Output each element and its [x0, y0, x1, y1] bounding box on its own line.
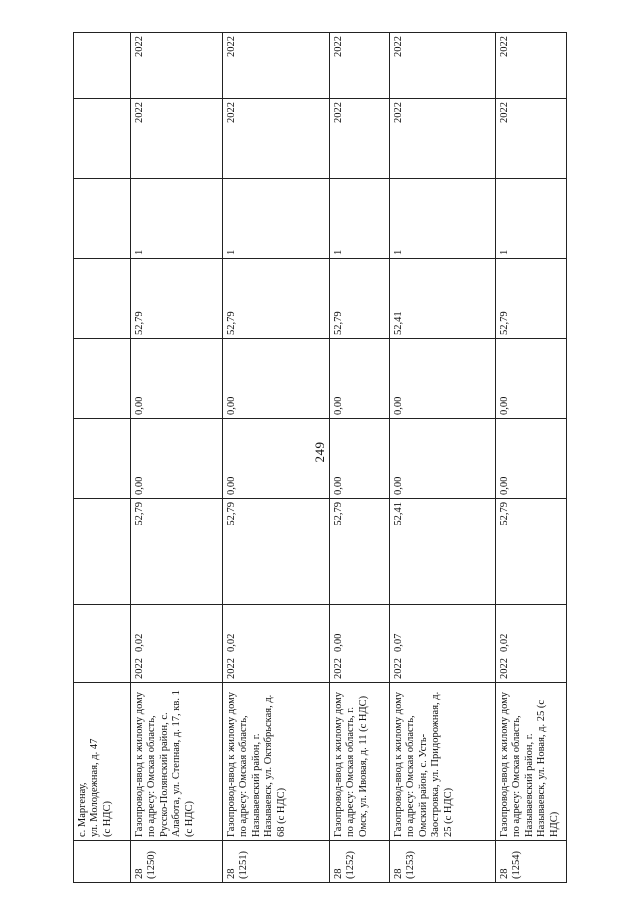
cell-name: Газопровод-ввод к жилому дому по адресу: Омская область, Русско-Полянский район, с. Алабота, ул. Степная, д. 17, кв. 1 (с НДС)	[131, 683, 223, 841]
cell-col-d: 0,00	[390, 339, 496, 419]
cell-col-e: 52,79	[330, 259, 390, 339]
table-row	[496, 33, 567, 883]
cell-year-b: 2022	[223, 99, 330, 179]
cell-col-e: 52,41	[390, 259, 496, 339]
cell-col-e: 52,79	[496, 259, 567, 339]
cell-name: с. Маргенау, ул. Молодежная, д. 47 (с НДС)	[74, 683, 131, 841]
cell-col-f: 1	[131, 179, 223, 259]
cell-col-f: 1	[223, 179, 330, 259]
cell-empty	[74, 259, 131, 339]
cell-col-b: 52,79	[330, 499, 390, 605]
cell-col-c: 0,00	[496, 419, 567, 499]
cell-code: 28 (1253)	[390, 841, 496, 883]
cell-empty	[74, 99, 131, 179]
cell-empty	[74, 499, 131, 605]
cell-year-a: 2022 0,02	[131, 605, 223, 683]
cell-code: 28 (1254)	[496, 841, 567, 883]
cell-year-c: 2022	[390, 33, 496, 99]
cell-year-b: 2022	[131, 99, 223, 179]
cell-empty	[74, 179, 131, 259]
cell-year-a: 2022 0,02	[223, 605, 330, 683]
cell-col-f: 1	[330, 179, 390, 259]
pipeline-table	[73, 32, 567, 883]
cell-year-a: 2022 0,07	[390, 605, 496, 683]
cell-col-b: 52,79	[223, 499, 330, 605]
cell-year-c: 2022	[496, 33, 567, 99]
cell-col-f: 1	[390, 179, 496, 259]
cell-empty	[74, 419, 131, 499]
cell-col-c: 0,00	[330, 419, 390, 499]
cell-year-b: 2022	[330, 99, 390, 179]
cell-col-b: 52,79	[496, 499, 567, 605]
table-row	[131, 33, 223, 883]
cell-code	[74, 841, 131, 883]
cell-year-c: 2022	[223, 33, 330, 99]
cell-col-f: 1	[496, 179, 567, 259]
cell-col-b: 52,41	[390, 499, 496, 605]
cell-col-e: 52,79	[131, 259, 223, 339]
cell-col-c: 0,00	[223, 419, 330, 499]
cell-col-d: 0,00	[496, 339, 567, 419]
cell-code: 28 (1252)	[330, 841, 390, 883]
cell-empty	[74, 33, 131, 99]
cell-year-c: 2022	[131, 33, 223, 99]
cell-empty	[74, 339, 131, 419]
cell-col-d: 0,00	[330, 339, 390, 419]
cell-empty	[74, 605, 131, 683]
cell-col-d: 0,00	[131, 339, 223, 419]
cell-year-b: 2022	[390, 99, 496, 179]
rotated-table-wrapper	[73, 33, 566, 883]
cell-col-b: 52,79	[131, 499, 223, 605]
table-row	[390, 33, 496, 883]
table-row	[330, 33, 390, 883]
cell-name: Газопровод-ввод к жилому дому по адресу: Омская область, Называевский район, г. Называевск, ул. Октябрьская, д. 68 (с НДС)	[223, 683, 330, 841]
cell-name: Газопровод-ввод к жилому дому по адресу: Омская область, Омский район, с. Усть-Заостровка, ул. Придорожная, д. 25 (с НДС)	[390, 683, 496, 841]
cell-year-b: 2022	[496, 99, 567, 179]
cell-code: 28 (1250)	[131, 841, 223, 883]
cell-col-c: 0,00	[131, 419, 223, 499]
cell-year-a: 2022 0,02	[496, 605, 567, 683]
cell-code: 28 (1251)	[223, 841, 330, 883]
table-row	[223, 33, 330, 883]
table-row-continuation	[74, 33, 131, 883]
cell-year-c: 2022	[330, 33, 390, 99]
cell-col-c: 0,00	[390, 419, 496, 499]
cell-col-d: 0,00	[223, 339, 330, 419]
cell-year-a: 2022 0,00	[330, 605, 390, 683]
cell-name: Газопровод-ввод к жилому дому по адресу: Омская область, Называевский район, г. Называевск, ул. Новая, д. 25 (с НДС)	[496, 683, 567, 841]
cell-col-e: 52,79	[223, 259, 330, 339]
cell-name: Газопровод-ввод к жилому дому по адресу: Омская область, г. Омск, ул. Ивовая, д. 11 (с НДС)	[330, 683, 390, 841]
page-number: 249	[312, 441, 327, 463]
